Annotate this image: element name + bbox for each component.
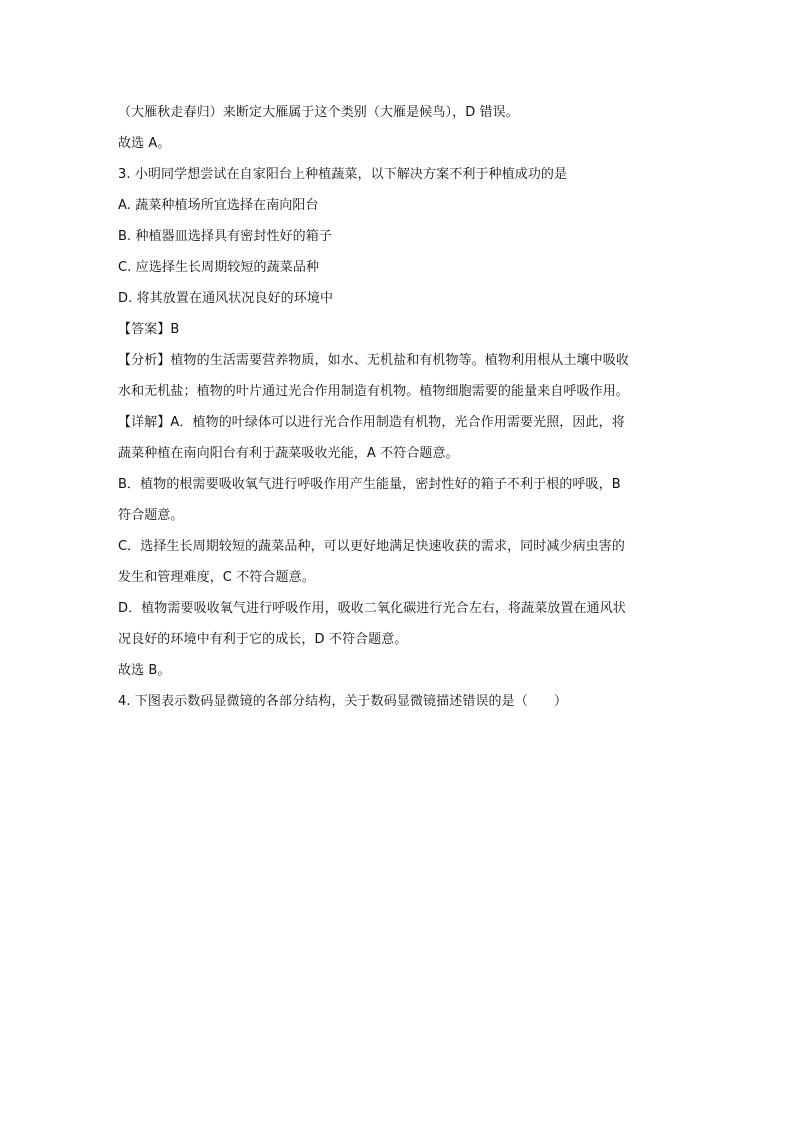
question-3-detail-c-line-2: 发生和管理难度，C 不符合题意。 xyxy=(118,570,315,585)
question-3-detail-a-line-1: 【详解】A．植物的叶绿体可以进行光合作用制造有机物，光合作用需要光照，因此，将 xyxy=(118,415,625,430)
text-line-prev-conclusion: 故选 A。 xyxy=(118,136,171,151)
question-3-detail-b-line-2: 符合题意。 xyxy=(118,508,184,523)
question-3-detail-c-line-1: C．选择生长周期较短的蔬菜品种，可以更好地满足快速收获的需求，同时减少病虫害的 xyxy=(118,539,625,554)
question-3-detail-b-line-1: B．植物的根需要吸收氧气进行呼吸作用产生能量，密封性好的箱子不利于根的呼吸，B xyxy=(118,477,621,492)
question-3-option-c: C. 应选择生长周期较短的蔬菜品种 xyxy=(118,260,320,275)
text-line-prev-answer-end: （大雁秋走春归）来断定大雁属于这个类别（大雁是候鸟），D 错误。 xyxy=(118,105,519,120)
question-3-option-a: A. 蔬菜种植场所宜选择在南向阳台 xyxy=(118,198,319,213)
question-3-option-d: D. 将其放置在通风状况良好的环境中 xyxy=(118,291,334,306)
question-3-answer: 【答案】B xyxy=(118,322,180,337)
question-3-stem: 3. 小明同学想尝试在自家阳台上种植蔬菜，以下解决方案不利于种植成功的是 xyxy=(118,167,568,182)
question-3-detail-a-line-2: 蔬菜种植在南向阳台有利于蔬菜吸收光能，A 不符合题意。 xyxy=(118,446,459,461)
question-3-analysis-line-1: 【分析】植物的生活需要营养物质，如水、无机盐和有机物等。植物利用根从土壤中吸收 xyxy=(118,353,629,368)
question-3-detail-d-line-2: 况良好的环境中有利于它的成长，D 不符合题意。 xyxy=(118,632,408,647)
question-3-detail-d-line-1: D．植物需要吸收氧气进行呼吸作用，吸收二氧化碳进行光合左右，将蔬菜放置在通风状 xyxy=(118,601,626,616)
question-4-stem: 4. 下图表示数码显微镜的各部分结构，关于数码显微镜描述错误的是（ ） xyxy=(118,694,568,709)
question-3-conclusion: 故选 B。 xyxy=(118,663,171,678)
question-3-option-b: B. 种植器皿选择具有密封性好的箱子 xyxy=(118,229,332,244)
question-3-analysis-line-2: 水和无机盐；植物的叶片通过光合作用制造有机物。植物细胞需要的能量来自呼吸作用。 xyxy=(118,384,629,399)
